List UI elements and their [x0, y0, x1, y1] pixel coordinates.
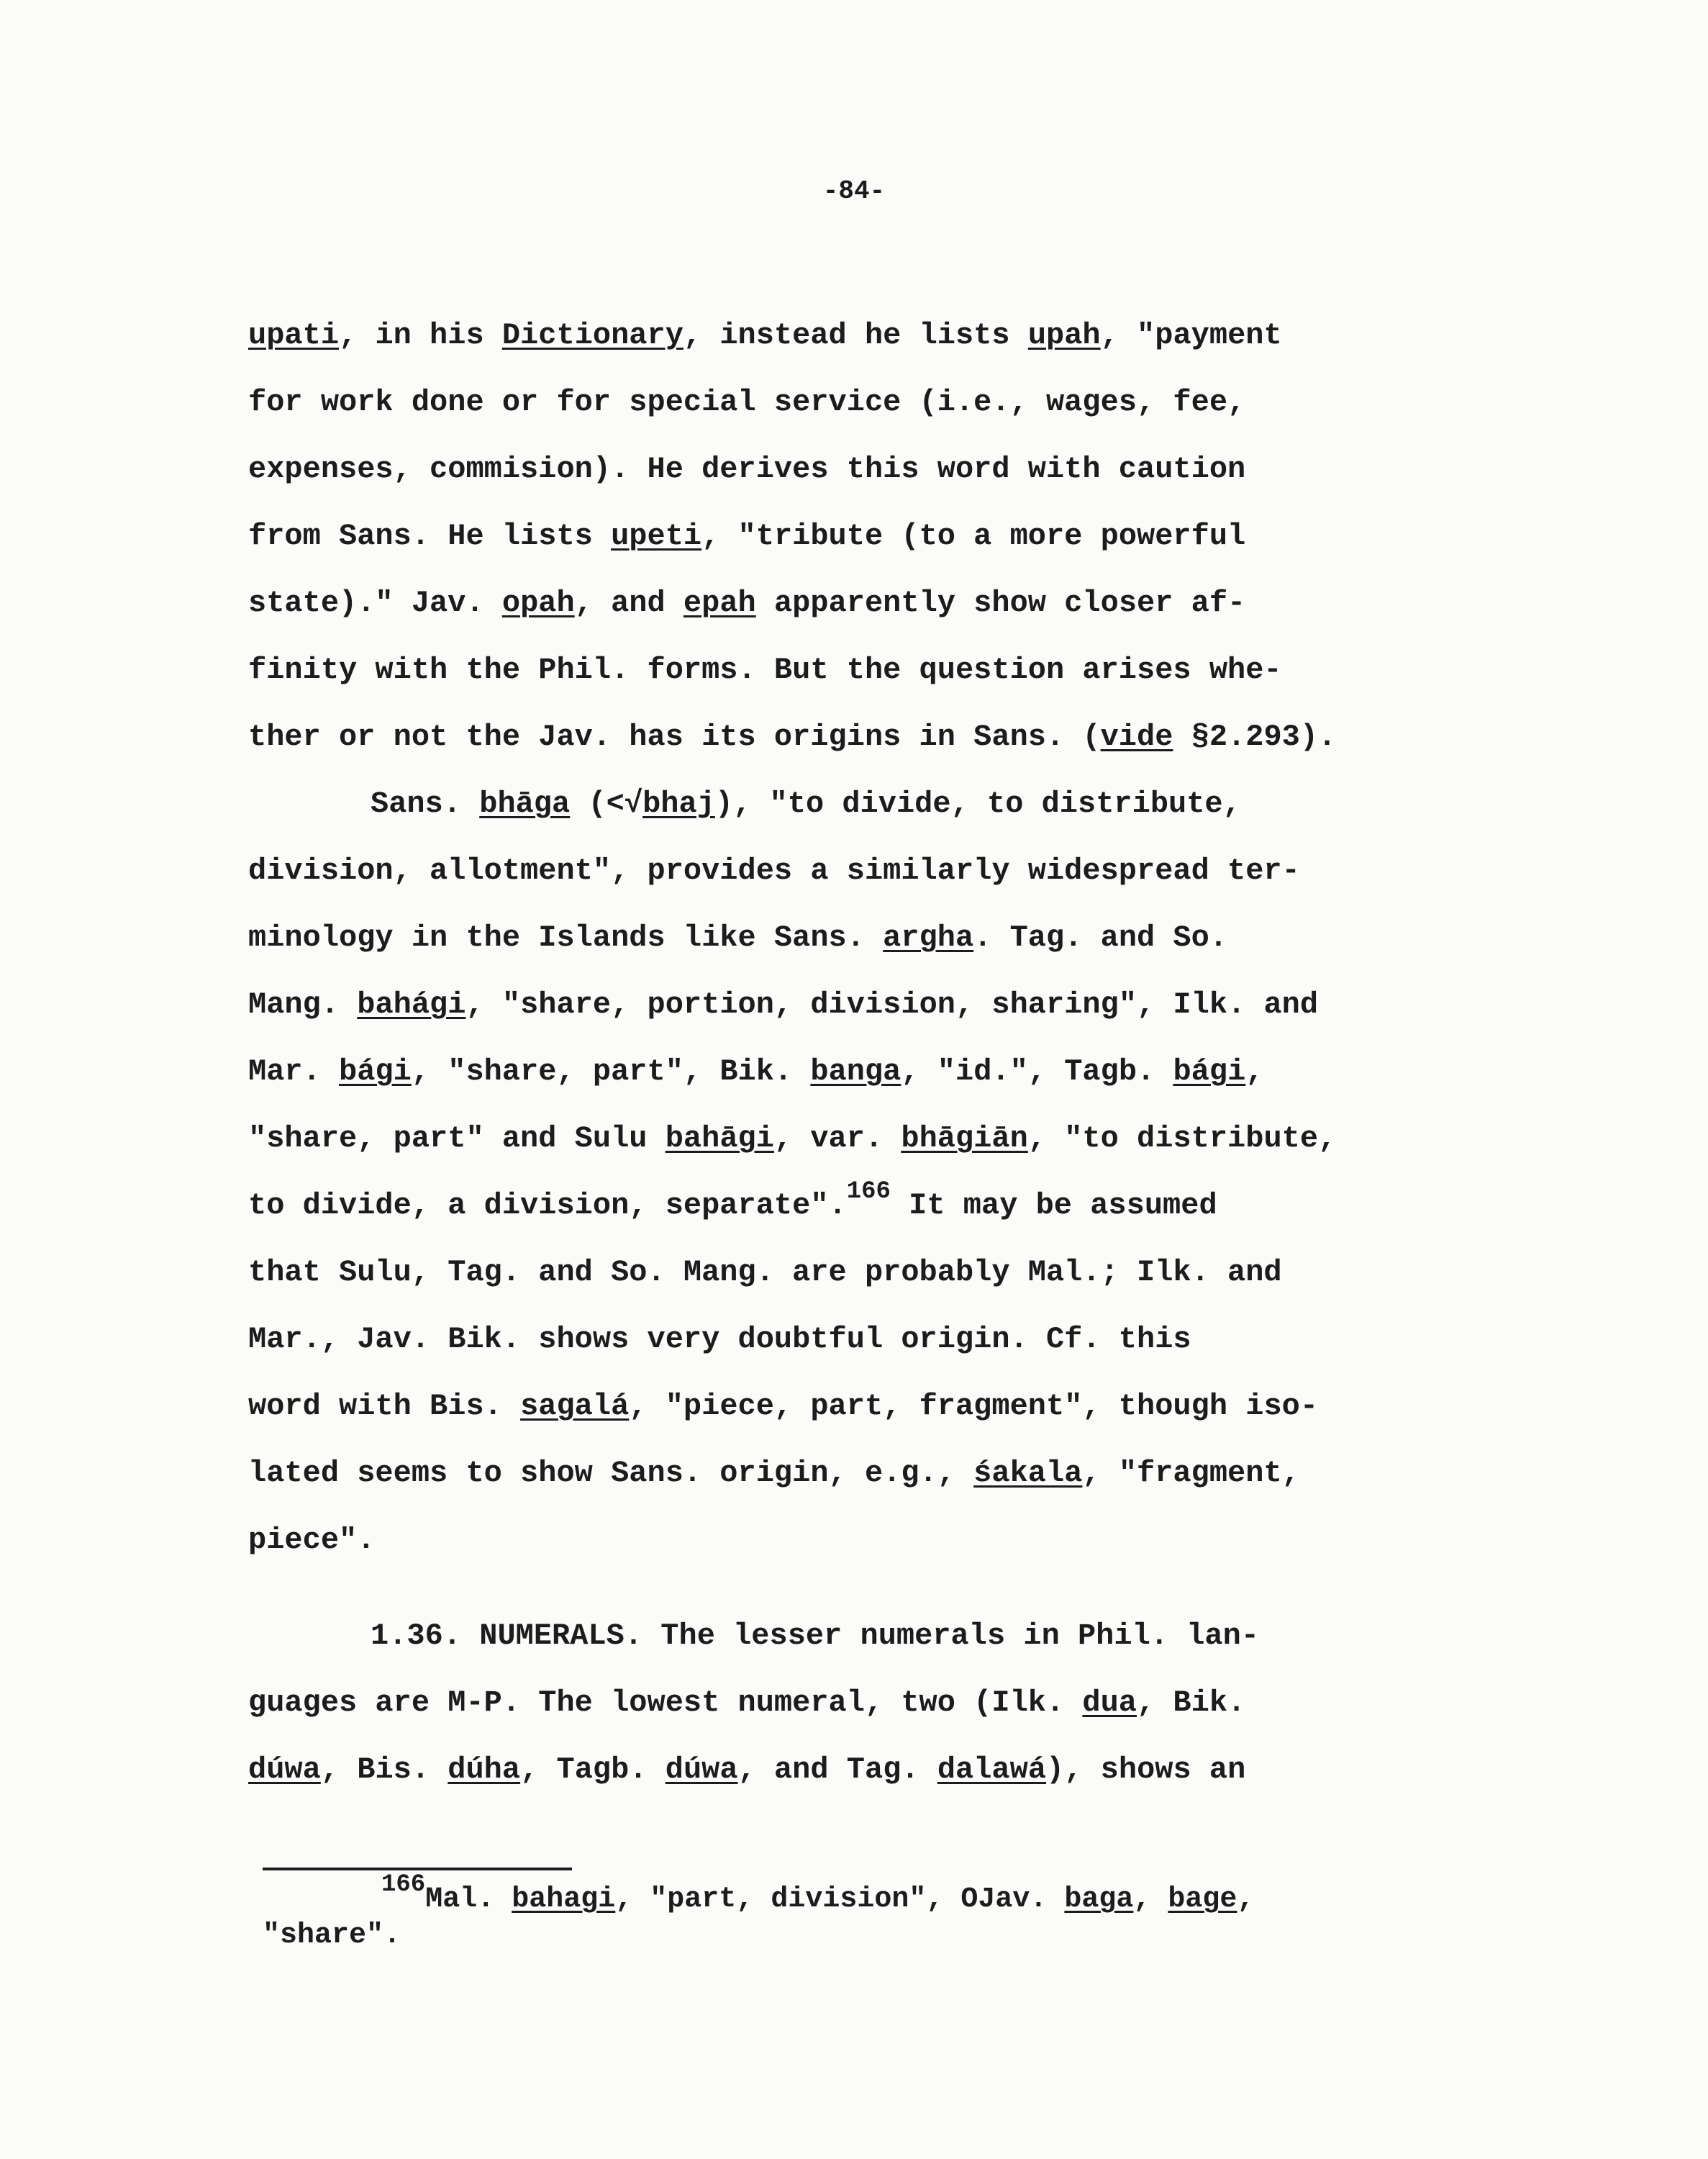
text-run: . Tag. and So.: [973, 920, 1228, 955]
footnote-ref: 166: [846, 1178, 891, 1205]
text-run: ,: [1133, 1883, 1168, 1916]
text-run: guages are M-P. The lowest numeral, two (Ilk.: [248, 1685, 1083, 1720]
text-line: for work done or for special service (i.e., wages, fee,: [248, 385, 1246, 420]
text-run: , instead he lists: [683, 318, 1028, 353]
text-run: , in his: [339, 318, 502, 353]
term: dua: [1082, 1685, 1137, 1720]
text-run: Mar.: [248, 1054, 340, 1089]
text-run: "share, part" and Sulu: [248, 1121, 666, 1156]
text-run: , "to distribute,: [1027, 1121, 1337, 1156]
text-run: , "payment: [1100, 318, 1282, 353]
text-run: from Sans. He lists: [248, 519, 612, 553]
text-run: , "part, division", OJav.: [615, 1883, 1065, 1916]
footnote-rule: [263, 1868, 572, 1870]
term: bhaj: [642, 787, 715, 821]
text-run: §2.293).: [1173, 720, 1337, 754]
text-run: Mal.: [425, 1883, 512, 1916]
text-run: apparently show closer af-: [755, 586, 1246, 620]
term: dúwa: [665, 1752, 738, 1787]
section-heading: NUMERALS: [479, 1619, 624, 1653]
text-run: , and: [574, 586, 683, 620]
text-line: expenses, commision). He derives this word with caution: [248, 452, 1246, 486]
text-run: word with Bis.: [248, 1389, 521, 1424]
text-run: (<√: [570, 787, 643, 821]
term: dalawá: [937, 1752, 1047, 1787]
text-line: [248, 1603, 1529, 1670]
text-run: Sans.: [371, 787, 480, 821]
text-run: . The lesser numerals in Phil. lan-: [624, 1619, 1260, 1653]
text-line: [248, 1172, 1529, 1239]
term: bahāgi: [665, 1121, 774, 1156]
term: bahági: [357, 987, 466, 1022]
text-run: , Bik.: [1137, 1685, 1246, 1720]
text-line: finity with the Phil. forms. But the question arises whe-: [248, 653, 1282, 687]
text-run: , "share, portion, division, sharing", Ilk. and: [465, 987, 1319, 1022]
text-run: Mang.: [248, 987, 358, 1022]
page-number: -84-: [822, 176, 886, 206]
text-line: piece".: [248, 1523, 376, 1557]
paragraph-gap: [248, 1574, 1529, 1603]
text-line: [248, 503, 1529, 570]
body-text: [248, 302, 1529, 1803]
text-run: minology in the Islands like Sans.: [248, 920, 883, 955]
text-run: ), shows an: [1046, 1752, 1246, 1787]
text-line: Mar., Jav. Bik. shows very doubtful origin. Cf. this: [248, 1322, 1191, 1357]
text-run: ,: [1237, 1883, 1255, 1916]
term: epah: [683, 586, 756, 620]
text-line: [248, 905, 1529, 972]
text-line: [248, 1105, 1529, 1172]
text-run: , "piece, part, fragment", though iso-: [629, 1389, 1319, 1424]
term: sagalá: [520, 1389, 630, 1424]
text-run: , "tribute (to a more powerful: [701, 519, 1246, 553]
text-run: , "share, part", Bik.: [411, 1054, 811, 1089]
term: bahagi: [512, 1883, 616, 1916]
text-run: to divide, a division, separate".: [248, 1188, 847, 1223]
text-line: that Sulu, Tag. and So. Mang. are probably Mal.; Ilk. and: [248, 1255, 1282, 1290]
text-run: state)." Jav.: [248, 586, 502, 620]
term: Dictionary: [501, 318, 683, 353]
term: dúwa: [248, 1752, 321, 1787]
text-run: ,: [1245, 1054, 1264, 1089]
term: bhāga: [479, 787, 571, 821]
text-run: , var.: [773, 1121, 901, 1156]
text-run: It may be assumed: [890, 1188, 1217, 1223]
text-line: [248, 1440, 1529, 1507]
text-line: division, allotment", provides a similarly widespread ter-: [248, 854, 1300, 888]
term: opah: [501, 586, 575, 620]
text-run: , and Tag.: [737, 1752, 937, 1787]
footnote-marker: 166: [381, 1871, 426, 1898]
term: argha: [883, 920, 974, 955]
term: bági: [339, 1054, 412, 1089]
footnote: [263, 1871, 1529, 1954]
text-line: [248, 1373, 1529, 1440]
text-line: [248, 570, 1529, 637]
text-run: , Tagb.: [520, 1752, 666, 1787]
term: dúha: [448, 1752, 521, 1787]
footnote-line: "share".: [263, 1919, 401, 1952]
term: bhāgiān: [901, 1121, 1028, 1156]
term: bági: [1173, 1054, 1246, 1089]
term: baga: [1064, 1883, 1134, 1916]
text-line: [248, 972, 1529, 1038]
term: vide: [1100, 720, 1173, 754]
text-line: [248, 302, 1529, 369]
text-run: , "fragment,: [1082, 1456, 1300, 1490]
term: śakala: [973, 1456, 1083, 1490]
text-run: ther or not the Jav. has its origins in Sans. (: [248, 720, 1101, 754]
term: banga: [810, 1054, 901, 1089]
text-run: ), "to divide, to distribute,: [714, 787, 1241, 821]
text-run: 1.36.: [371, 1619, 480, 1653]
text-run: , Bis.: [320, 1752, 448, 1787]
text-run: , "id.", Tagb.: [901, 1054, 1173, 1089]
text-line: [248, 1737, 1529, 1803]
term: upah: [1027, 318, 1101, 353]
text-line: [248, 704, 1529, 771]
term: upeti: [611, 519, 702, 553]
text-line: [248, 771, 1529, 838]
term: upati: [248, 318, 340, 353]
text-line: [248, 1670, 1529, 1737]
term: bage: [1168, 1883, 1237, 1916]
footnote-line: [263, 1871, 1529, 1918]
text-run: lated seems to show Sans. origin, e.g.,: [248, 1456, 974, 1490]
text-line: [248, 1038, 1529, 1105]
